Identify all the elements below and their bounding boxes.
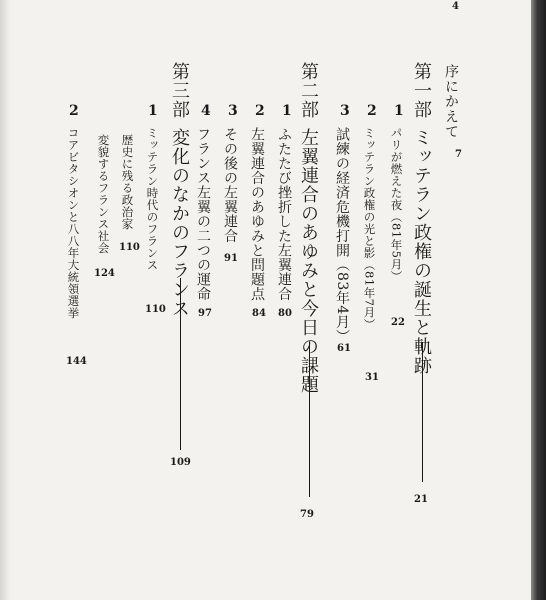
p1-ch2-title: ミッテラン政権の光と影（81年7月） [362,127,377,331]
part2-heading: 第二部 [298,62,319,119]
part2-page: 79 [300,509,314,520]
page-number: 4 [452,1,459,12]
p1-ch1-title: パリが燃えた夜（81年5月） [389,127,404,283]
p3-ch2-num: 2 [69,103,79,119]
p3-ch1-title: ミッテラン時代のフランス [145,127,160,271]
p1-ch2-page: 31 [365,372,379,383]
p3-sec2-title: 変貌するフランス社会 [96,134,111,254]
p2-ch3-title: その後の左翼連合 [222,127,238,243]
p3-ch2-title: コアビタシオンと八八年大統領選挙 [66,127,81,319]
p2-ch1-title: ふたたび挫折した左翼連合 [276,127,292,301]
p2-ch4-title: フランス左翼の二つの運命 [195,127,211,301]
p1-ch2-num: 2 [367,103,377,119]
part1-heading: 第一部 [411,62,432,119]
part1-page: 21 [414,494,428,505]
p1-ch3-num: 3 [340,103,350,119]
p2-ch2-page: 84 [252,308,266,319]
p2-ch2-num: 2 [255,103,265,119]
part3-title: 変化のなかのフランス [169,128,190,318]
p2-ch2-title: 左翼連合のあゆみと問題点 [249,127,265,301]
p2-ch4-page: 97 [198,308,212,319]
p2-ch3-num: 3 [228,103,238,119]
part2-title: 左翼連合のあゆみと今日の課題 [298,128,319,394]
p3-ch1-page: 110 [145,304,166,315]
p3-ch2-page: 144 [66,356,87,367]
part3-heading: 第三部 [169,62,190,119]
preface-label: 序にかえて [443,64,459,139]
p3-ch1-num: 1 [148,103,158,119]
p2-ch1-page: 80 [278,308,292,319]
page-gutter [531,0,546,600]
p2-ch4-num: 4 [201,103,211,119]
part2-leader [309,342,310,497]
part3-leader [180,278,181,450]
p2-ch1-num: 1 [282,103,292,119]
p2-ch3-page: 91 [224,253,238,264]
spine-shadow [0,0,10,600]
p1-ch1-num: 1 [394,103,404,119]
p1-ch3-page: 61 [337,343,351,354]
p3-sec1-page: 110 [119,242,140,253]
preface-page: 7 [455,149,462,160]
p1-ch3-title: 試練の経済危機打開（83年4月） [334,127,350,344]
p3-sec2-page: 124 [94,268,115,279]
part1-leader [422,342,423,482]
part1-title: ミッテラン政権の誕生と軌跡 [411,128,432,375]
p3-sec1-title: 歴史に残る政治家 [120,134,135,230]
p1-ch1-page: 22 [391,317,405,328]
part3-page: 109 [170,457,191,468]
